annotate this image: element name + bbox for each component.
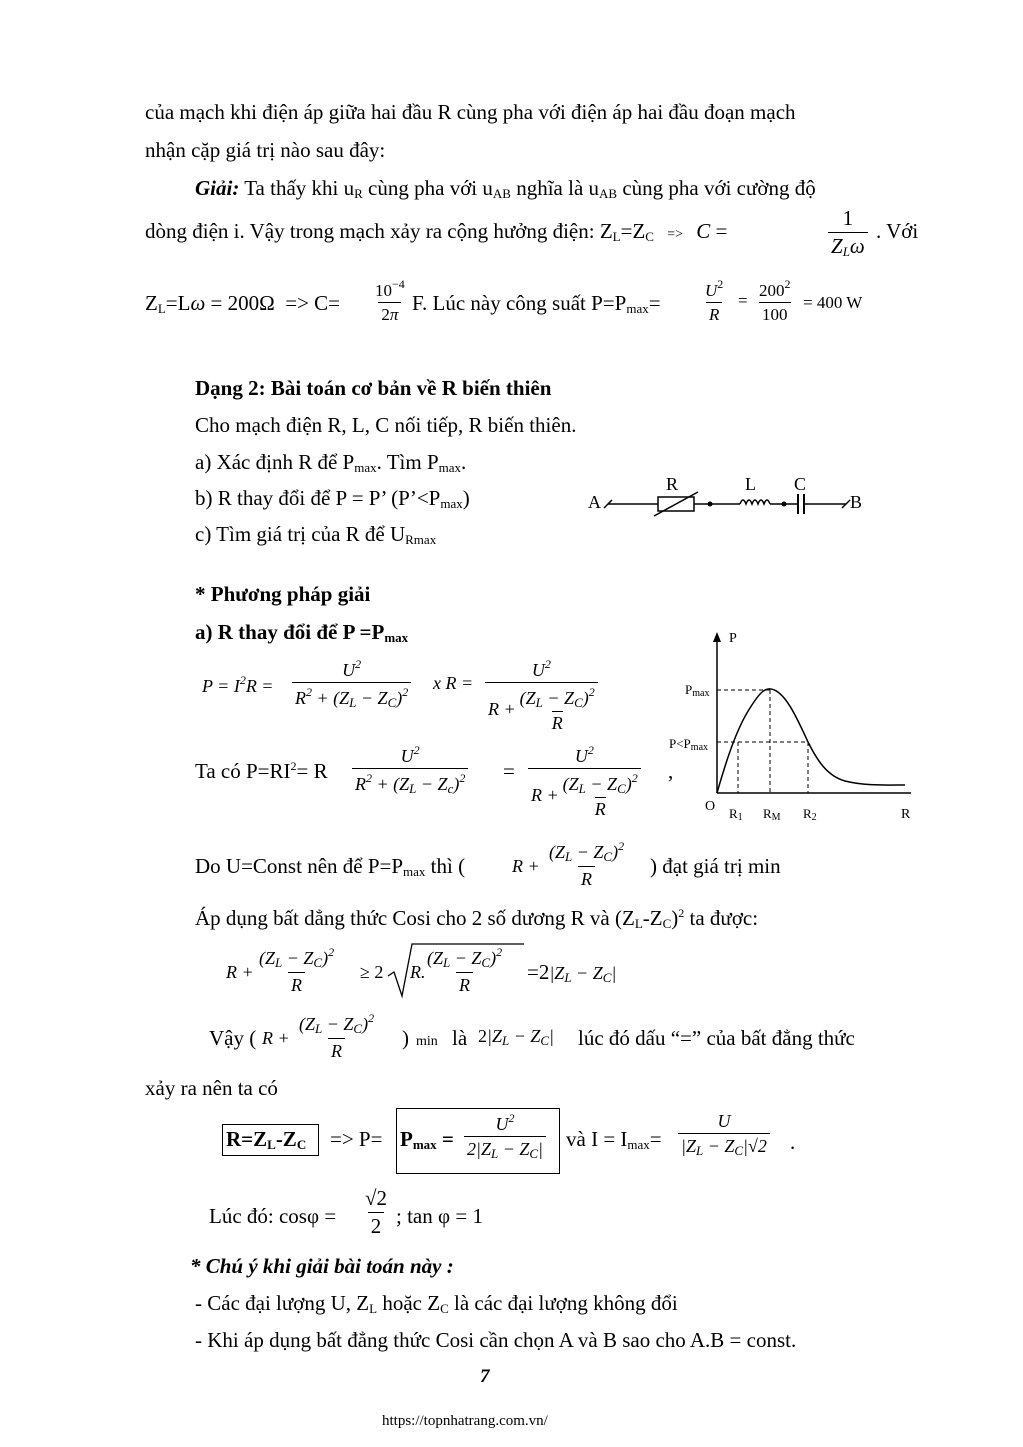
cos-frac: √2 2: [365, 1186, 388, 1238]
item-text: a) Xác định R để P: [195, 450, 355, 474]
formula-taco-frac2: $U^2$ R + $(Z_L - Z_C)^2$ R: [528, 744, 641, 818]
cosi-frac1: $(Z_L - Z_C)^2$ R: [259, 945, 335, 995]
dat-min-text: ) đạt giá trị min: [650, 854, 781, 878]
solution-text: F. Lúc này công suất P=P: [412, 291, 627, 315]
graph-label-text: P<P: [669, 736, 691, 751]
vay-min: min: [416, 1034, 438, 1049]
cosi-result: $=2|Z_L - Z_C|$: [527, 960, 617, 985]
solution-text: dòng điện i. Vậy trong mạch xảy ra cộng hưởng điện: Z: [145, 219, 613, 243]
method-sub-text: a) R thay đổi để P =P: [195, 620, 385, 644]
note-item-2: - Khi áp dụng bất đẳng thức Cosi cần chọn A và B sao cho A.B = const.: [195, 1328, 797, 1352]
graph-pltmax-label: P<Pmax: [669, 736, 709, 753]
method-text: = R: [296, 759, 328, 783]
cosi-r-dot: R.: [410, 962, 426, 982]
note-text: hoặc Z: [377, 1291, 441, 1315]
formula-pmax-frac2: $200^2$ 100: [759, 277, 791, 324]
graph-label-text: R: [729, 806, 738, 821]
solution-line-1: Giải: Ta thấy khi $u_R$ cùng pha với $u_{AB}$ nghĩa là $u_{AB}$ cùng pha với cường độ: [195, 176, 816, 201]
tan-text: ; tan φ = 1: [396, 1204, 483, 1228]
cosi-geq: ≥ 2: [360, 962, 384, 982]
do-u-line: Do U=Const nên để $P=P_{max}$ thì (: [195, 854, 466, 879]
formula-dou-frac: $(Z_L - Z_C)^2$ R: [549, 839, 625, 889]
arrow-up-icon: [713, 632, 721, 642]
item-text: b) R thay đổi để P = P’ (P’<P: [195, 486, 441, 510]
intro-line-2: nhận cặp giá trị nào sau đây:: [145, 138, 386, 162]
graph-r2-label: R2: [803, 806, 817, 823]
vay-close: ): [402, 1026, 409, 1050]
pmax-label: $P_{max}$ =: [400, 1127, 454, 1152]
formula-taco-frac1: $U^2$ $R^2 + (Z_L - Z_c)^2$: [352, 744, 468, 795]
formula-r-plus: R +: [512, 856, 540, 876]
graph-label-text: R: [763, 806, 772, 821]
vay-abs: $2|Z_L - Z_C|$: [478, 1026, 554, 1048]
dang2-title: Dạng 2: Bài toán cơ bản về R biến thiên: [195, 376, 552, 400]
period: .: [790, 1130, 796, 1154]
dang2-item-b: b) R thay đổi để P = P’ $(P’<P_{max})$: [195, 486, 470, 511]
graph-x-label: R: [901, 807, 911, 822]
r-result: $R=Z_L-Z_C$: [226, 1127, 307, 1152]
method-text: Do U=Const nên để P=P: [195, 854, 404, 878]
dang2-desc: Cho mạch điện R, L, C nối tiếp, R biến thiên.: [195, 413, 577, 437]
circuit-label-b: B: [850, 492, 863, 512]
circuit-label-l: L: [745, 474, 756, 494]
vay-la: là: [452, 1026, 468, 1050]
graph-r1-label: R1: [729, 806, 743, 823]
solution-text: Ta thấy khi u: [239, 176, 355, 200]
comma: ,: [668, 759, 674, 783]
footer-url[interactable]: https://topnhatrang.com.vn/: [382, 1413, 548, 1429]
method-title: * Phương pháp giải: [195, 582, 371, 606]
item-text: . Tìm P: [376, 450, 439, 474]
note-item-1: - Các đại lượng U, $Z_L$ hoặc $Z_C$ là các đại lượng không đổi: [195, 1291, 678, 1316]
formula-p-frac1: $U^2$ $R^2 + (Z_L - Z_C)^2$: [292, 658, 411, 709]
method-text: Áp dụng bất dẳng thức Cosi cho 2 số dương R và (Z: [195, 906, 635, 930]
graph-y-label: P: [729, 631, 737, 646]
power-graph: [665, 628, 925, 828]
circuit-diagram: [580, 470, 880, 530]
graph-pmax-label: Pmax: [685, 682, 710, 699]
formula-c: 1 $Z_L\omega$: [828, 208, 868, 258]
solution-line-2: dòng điện i. Vậy trong mạch xảy ra cộng hưởng điện: $Z_L=Z_C => C$ =: [145, 219, 728, 244]
method-text: và I = I: [566, 1127, 628, 1151]
formula-pmax-frac1: $U^2$ R: [705, 277, 724, 324]
method-text: Ta có P=RI: [195, 759, 291, 783]
formula-p-frac2: $U^2$ R + $(Z_L - Z_C)^2$ R: [485, 658, 598, 732]
vay-r-plus: R +: [262, 1028, 290, 1048]
pmax-frac: $U^2$ $2|Z_L - Z_C|$: [464, 1112, 546, 1160]
solution-text: cùng pha với cường độ: [617, 176, 816, 200]
vay-luc-do: lúc đó dấu “=” của bất đẳng thức: [578, 1026, 855, 1050]
inductor-symbol: [740, 500, 770, 504]
vay-text: Vậy (: [209, 1026, 257, 1050]
dang2-item-c: c) Tìm giá trị của R để $U_{Rmax}$: [195, 522, 437, 547]
note-text: - Các đại lượng U, Z: [195, 1291, 370, 1315]
graph-origin: O: [705, 799, 716, 814]
equals: =: [738, 291, 748, 310]
method-sub-a: a) R thay đổi để $P =P_{max}$: [195, 620, 409, 645]
note-text: là các đại lượng không đổi: [448, 1291, 678, 1315]
imax-frac: U $|Z_L - Z_C|√2$: [678, 1112, 770, 1157]
method-text: thì (: [425, 854, 466, 878]
formula-c-value: $10^{-4}$ 2π: [375, 277, 405, 324]
result: = 400 W: [803, 293, 863, 312]
xay-ra-text: xảy ra nên ta có: [145, 1076, 278, 1100]
giai-label: Giải:: [195, 176, 240, 200]
note-title: * Chú ý khi giải bài toán này :: [190, 1254, 454, 1278]
solution-text: cùng pha với u: [362, 176, 493, 200]
cosi-frac2: $(Z_L - Z_C)^2$ R: [427, 945, 503, 995]
luc-do-text: Lúc đó: cosφ =: [209, 1204, 337, 1228]
power-text: F. Lúc này công suất $P=P_{max}=$: [412, 291, 661, 316]
graph-rm-label: RM: [763, 806, 781, 823]
dang2-item-a: a) Xác định R để $P_{max}$. Tìm $P_{max}$.: [195, 450, 467, 475]
voi-text: . Với: [876, 219, 919, 243]
page-number: 7: [480, 1366, 490, 1387]
formula-p-lhs: $P = I^2R$ =: [202, 673, 274, 696]
cosi-r-plus: R +: [226, 962, 254, 982]
circuit-label-c: C: [794, 474, 807, 494]
circuit-label-r: R: [666, 474, 679, 494]
graph-label-text: R: [803, 806, 812, 821]
solution-line-3: $Z_L=L\omega = 200\Omega => C=$: [145, 291, 341, 316]
intro-line-1: của mạch khi điện áp giữa hai đầu R cùng pha với điện áp hai đầu đoạn mạch: [145, 100, 796, 124]
ta-co-line: Ta có $P=RI^2= R$: [195, 759, 328, 783]
vay-frac: $(Z_L - Z_C)^2$ R: [299, 1011, 375, 1061]
circuit-label-a: A: [588, 492, 601, 512]
p-arrow: => P=: [330, 1127, 383, 1151]
graph-label-text: P: [685, 682, 693, 697]
item-text: c) Tìm giá trị của R để U: [195, 522, 406, 546]
solution-text: nghĩa là u: [510, 176, 600, 200]
and-i-text: và $I = I_{max}=$: [566, 1127, 662, 1152]
equals: =: [503, 759, 515, 783]
method-text: ta được:: [684, 906, 759, 930]
power-curve: [717, 689, 905, 793]
formula-p-x: x R =: [433, 673, 474, 693]
ap-dung-line: Áp dụng bất dẳng thức Cosi cho 2 số dương R và $(Z_L-Z_C)^2$ ta được:: [195, 906, 759, 931]
